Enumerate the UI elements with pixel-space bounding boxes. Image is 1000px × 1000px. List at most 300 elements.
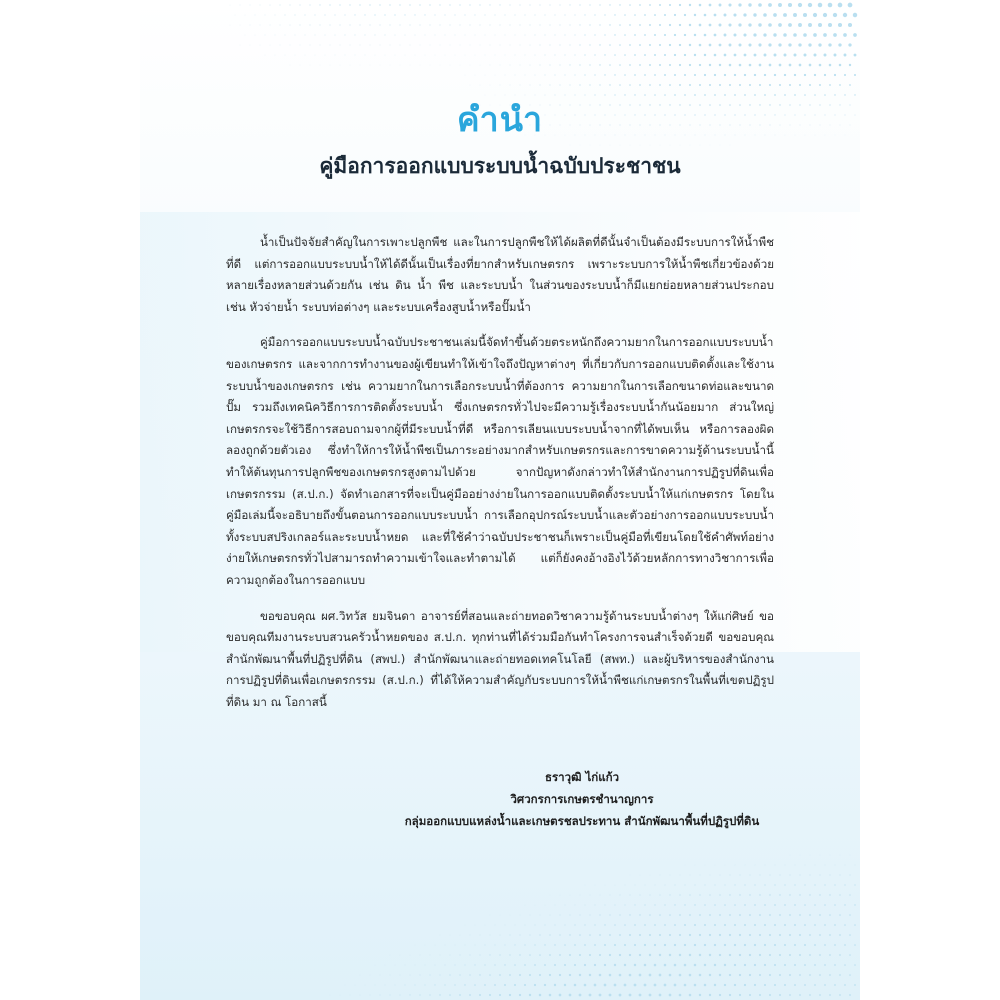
halftone-dot (480, 45, 481, 46)
halftone-dot (685, 865, 686, 866)
halftone-dot (769, 994, 771, 996)
halftone-dot (579, 954, 581, 956)
halftone-dot (464, 14, 465, 15)
halftone-dot (549, 974, 551, 976)
halftone-dot (270, 45, 271, 46)
halftone-dot (510, 915, 511, 916)
halftone-dot (429, 4, 430, 5)
halftone-dot (370, 995, 371, 996)
halftone-dot (594, 984, 597, 987)
halftone-dot (340, 995, 341, 996)
halftone-dot (819, 994, 821, 996)
halftone-dot (604, 74, 605, 75)
halftone-dot (494, 964, 495, 965)
halftone-dot (725, 865, 726, 866)
halftone-dot (529, 4, 530, 5)
halftone-pattern-bottom (140, 830, 860, 1000)
halftone-dot (495, 15, 496, 16)
halftone-dot (574, 924, 575, 925)
halftone-dot (669, 894, 670, 895)
halftone-dot (818, 23, 822, 27)
halftone-dot (559, 994, 562, 997)
halftone-dot (764, 904, 766, 906)
halftone-dot (829, 64, 832, 67)
halftone-dot (674, 944, 676, 946)
halftone-dot (824, 964, 826, 966)
halftone-dot (634, 924, 636, 926)
halftone-dot (574, 74, 575, 75)
halftone-dot (440, 65, 441, 66)
halftone-dot (699, 914, 701, 916)
halftone-dot (744, 924, 746, 926)
halftone-dot (554, 984, 556, 986)
halftone-dot (385, 55, 386, 56)
halftone-dot (459, 4, 460, 5)
halftone-dot (669, 994, 672, 997)
halftone-dot (634, 984, 637, 987)
halftone-dot (730, 875, 731, 876)
halftone-dot (439, 994, 440, 995)
halftone-dot (654, 984, 657, 987)
halftone-dot (519, 4, 520, 5)
halftone-dot (299, 4, 300, 5)
halftone-dot (813, 33, 817, 37)
halftone-dot (599, 84, 600, 85)
halftone-dot (779, 914, 781, 916)
halftone-dot (729, 894, 730, 895)
halftone-dot (729, 914, 731, 916)
halftone-dot (823, 13, 827, 17)
halftone-dot (699, 934, 701, 936)
halftone-dot (634, 74, 636, 76)
halftone-dot (479, 954, 480, 955)
halftone-dot (399, 4, 400, 5)
halftone-dot (425, 945, 426, 946)
halftone-dot (554, 14, 555, 15)
halftone-dot (634, 964, 636, 966)
halftone-dot (778, 23, 782, 27)
halftone-dot (510, 85, 511, 86)
halftone-dot (639, 954, 641, 956)
halftone-dot (664, 74, 666, 76)
halftone-dot (784, 904, 786, 906)
halftone-dot (320, 25, 321, 26)
halftone-dot (455, 965, 456, 966)
halftone-dot (664, 964, 667, 967)
halftone-dot (779, 894, 780, 895)
halftone-dot (489, 4, 490, 5)
halftone-dot (524, 984, 526, 986)
halftone-dot (230, 25, 231, 26)
halftone-dot (843, 13, 847, 17)
halftone-dot (714, 904, 716, 906)
halftone-dot (834, 884, 835, 885)
halftone-dot (510, 65, 511, 66)
halftone-dot (768, 43, 771, 46)
halftone-dot (499, 974, 501, 976)
halftone-dot (340, 25, 341, 26)
halftone-dot (609, 44, 611, 46)
halftone-dot (844, 944, 846, 946)
halftone-dot (609, 974, 612, 977)
halftone-dot (599, 914, 600, 915)
halftone-dot (555, 55, 556, 56)
halftone-dot (704, 14, 707, 17)
halftone-dot (495, 55, 496, 56)
halftone-dot (729, 44, 732, 47)
halftone-dot (714, 944, 716, 946)
halftone-dot (610, 895, 611, 896)
halftone-dot (405, 985, 406, 986)
halftone-dot (719, 84, 721, 86)
halftone-dot (515, 15, 516, 16)
halftone-dot (614, 964, 616, 966)
halftone-dot (549, 4, 550, 5)
halftone-dot (564, 944, 566, 946)
halftone-dot (534, 944, 535, 945)
halftone-dot (699, 4, 702, 7)
halftone-dot (834, 74, 836, 76)
halftone-dot (265, 55, 266, 56)
halftone-dot (769, 894, 770, 895)
halftone-dot (504, 964, 505, 965)
halftone-dot (569, 4, 570, 5)
halftone-dot (773, 33, 776, 36)
halftone-dot (664, 924, 666, 926)
halftone-dot (679, 974, 682, 977)
halftone-dot (819, 64, 822, 67)
halftone-dot (709, 974, 711, 976)
halftone-dot (854, 984, 856, 986)
halftone-dot (629, 974, 632, 977)
halftone-dot (549, 994, 552, 997)
halftone-dot (550, 895, 551, 896)
halftone-dot (524, 964, 526, 966)
halftone-dot (470, 85, 471, 86)
halftone-dot (735, 865, 736, 866)
halftone-dot (549, 954, 551, 956)
halftone-dot (275, 35, 276, 36)
halftone-dot (819, 874, 820, 875)
halftone-dot (754, 74, 756, 76)
halftone-dot (699, 44, 702, 47)
halftone-dot (624, 984, 627, 987)
halftone-dot (589, 914, 590, 915)
halftone-dot (649, 44, 651, 46)
halftone-dot (789, 84, 791, 86)
halftone-dot (694, 54, 696, 56)
halftone-dot (545, 55, 546, 56)
paragraph-2: คู่มือการออกแบบระบบน้ำฉบับประชาชนเล่มนี้จัดทำขึ้นด้วยตระหนักถึงความยากในการออกแบบระบบน้ำของเกษตรกร และจากการทำงานของผู้เขียนทำให้เข้าใจถึงปัญหาต่างๆ ที่เกี่ยวกับการออกแบบติดตั้งและใช้งานระบบน้ำของเกษตรกร เช่น ความยากในการเลือกระบบน้ำที่ต้องการ ความยากในการเลือกขนาดท่อและขนาดปั๊ม รวมถึงเทคนิควิธีการการติดตั้งระบบน้ำ ซึ่งเกษตรกรทั่วไปจะมีความรู้เรื่องระบบน้ำกันน้อยมาก ส่วนใหญ่เกษตรกรจะใช้วิธีการสอบถามจากผู้ที่มีระบบน้ำที่ดี หรือการเลียนแบบระบบน้ำจากที่ได้พบเห็น หรือการลองผิดลองถูกด้วยตัวเอง ซึ่งทำให้การให้น้ำพืชเป็นภาระอย่างมากสำหรับเกษตรกรและการขาดความรู้ด้านระบบน้ำนี้ทำให้ต้นทุนการปลูกพืชของเกษตรกรสูงตามไปด้วย จากปัญหาดังกล่าวทำให้สำนักงานการปฏิรูปที่ดินเพื่อเกษตรกรรม (ส.ป.ก.) จัดทำเอกสารที่จะเป็นคู่มืออย่างง่ายในการออกแบบติดตั้งระบบน้ำให้แก่เกษตรกร โดยในคู่มือเล่มนี้จะอธิบายถึงขั้นตอนการออกแบบระบบน้ำ การเลือกอุปกรณ์ระบบน้ำและตัวอย่างการออกแบบระบบน้ำทั้งระบบสปริงเกลอร์และระบบน้ำหยด และที่ใช้คำว่าฉบับประชาชนก็เพราะเป็นคู่มือที่เขียนโดยใช้คำศัพท์อย่างง่ายให้เกษตรกรทั่วไปสามารถทำความเข้าใจและทำตามได้ แต่ก็ยังคงอ้างอิงไว้ด้วยหลักการทางวิชาการเพื่อความถูกต้องในการออกแบบ (226, 335, 774, 587)
halftone-dot (539, 934, 540, 935)
halftone-dot (439, 4, 440, 5)
halftone-dot (779, 954, 781, 956)
halftone-dot (699, 24, 702, 27)
halftone-dot (490, 65, 491, 66)
halftone-dot (824, 984, 826, 986)
halftone-dot (489, 994, 491, 996)
halftone-dot (704, 54, 706, 56)
halftone-dot (779, 934, 781, 936)
halftone-dot (315, 55, 316, 56)
halftone-dot (819, 894, 820, 895)
halftone-dot (375, 965, 376, 966)
halftone-dot (854, 74, 856, 76)
page-title: คำนำ (456, 100, 544, 140)
halftone-dot (684, 74, 686, 76)
halftone-dot (554, 964, 556, 966)
halftone-dot (490, 25, 491, 26)
halftone-dot (585, 905, 586, 906)
halftone-dot (535, 55, 536, 56)
halftone-dot (804, 904, 806, 906)
halftone-dot (734, 904, 736, 906)
halftone-dot (844, 884, 845, 885)
halftone-dot (794, 904, 796, 906)
halftone-dot (600, 895, 601, 896)
halftone-dot (728, 3, 731, 6)
halftone-dot (804, 924, 806, 926)
halftone-dot (849, 954, 851, 956)
halftone-dot (729, 954, 731, 956)
halftone-dot (375, 985, 376, 986)
halftone-dot (515, 35, 516, 36)
halftone-dot (550, 25, 551, 26)
halftone-dot (574, 14, 575, 15)
halftone-dot (570, 895, 571, 896)
halftone-dot (664, 984, 667, 987)
halftone-dot (589, 24, 590, 25)
halftone-dot (584, 984, 587, 987)
halftone-dot (525, 925, 526, 926)
halftone-dot (664, 54, 666, 56)
halftone-dot (619, 84, 621, 86)
halftone-dot (774, 74, 776, 76)
halftone-dot (709, 44, 712, 47)
halftone-dot (519, 994, 521, 996)
halftone-dot (475, 35, 476, 36)
halftone-dot (400, 25, 401, 26)
halftone-dot (764, 54, 767, 57)
halftone-dot (450, 25, 451, 26)
halftone-dot (729, 64, 732, 67)
halftone-dot (829, 84, 831, 86)
halftone-dot (460, 65, 461, 66)
halftone-dot (365, 35, 366, 36)
halftone-dot (695, 885, 696, 886)
halftone-dot (809, 994, 811, 996)
halftone-dot (479, 994, 481, 996)
halftone-dot (744, 884, 745, 885)
halftone-dot (260, 25, 261, 26)
halftone-dot (799, 84, 801, 86)
halftone-dot (659, 954, 661, 956)
halftone-dot (505, 55, 506, 56)
halftone-dot (245, 35, 246, 36)
halftone-dot (649, 994, 652, 997)
halftone-dot (644, 964, 647, 967)
halftone-dot (389, 24, 390, 25)
halftone-dot (839, 874, 840, 875)
halftone-dot (734, 74, 736, 76)
halftone-dot (325, 35, 326, 36)
signer-name: ธราวุฒิ ไก่แก้ว (544, 770, 620, 784)
halftone-dot (629, 934, 631, 936)
halftone-dot (604, 54, 605, 55)
halftone-dot (520, 45, 521, 46)
halftone-dot (748, 3, 751, 6)
halftone-dot (644, 904, 645, 905)
halftone-dot (480, 85, 481, 86)
halftone-dot (844, 904, 845, 905)
halftone-dot (450, 955, 451, 956)
halftone-dot (719, 954, 721, 956)
halftone-dot (773, 13, 777, 17)
halftone-dot (669, 954, 671, 956)
halftone-dot (410, 45, 411, 46)
halftone-dot (554, 944, 555, 945)
halftone-dot (594, 944, 596, 946)
halftone-dot (814, 884, 815, 885)
halftone-dot (495, 945, 496, 946)
halftone-dot (774, 984, 776, 986)
halftone-dot (480, 25, 481, 26)
halftone-dot (410, 975, 411, 976)
halftone-dot (848, 3, 853, 8)
halftone-dot (515, 55, 516, 56)
halftone-dot (689, 974, 692, 977)
halftone-dot (619, 44, 621, 46)
halftone-dot (530, 65, 531, 66)
halftone-dot (564, 14, 565, 15)
halftone-dot (470, 955, 471, 956)
halftone-dot (828, 23, 832, 27)
halftone-dot (604, 944, 606, 946)
halftone-dot (505, 15, 506, 16)
halftone-dot (744, 984, 746, 986)
halftone-dot (669, 24, 671, 26)
halftone-dot (340, 45, 341, 46)
halftone-dot (300, 65, 301, 66)
halftone-dot (799, 64, 802, 67)
halftone-dot (784, 984, 786, 986)
halftone-dot (520, 85, 521, 86)
halftone-dot (365, 985, 366, 986)
halftone-dot (654, 904, 655, 905)
halftone-dot (275, 15, 276, 16)
halftone-dot (545, 905, 546, 906)
halftone-dot (619, 24, 621, 26)
halftone-dot (748, 23, 751, 26)
halftone-dot (814, 924, 816, 926)
halftone-dot (360, 45, 361, 46)
halftone-dot (619, 4, 620, 5)
halftone-dot (390, 65, 391, 66)
halftone-dot (435, 945, 436, 946)
halftone-dot (350, 995, 351, 996)
halftone-dot (659, 84, 661, 86)
halftone-dot (525, 35, 526, 36)
halftone-dot (430, 975, 431, 976)
halftone-dot (794, 944, 796, 946)
halftone-dot (824, 74, 826, 76)
halftone-dot (389, 4, 390, 5)
halftone-dot (749, 974, 751, 976)
halftone-dot (689, 894, 690, 895)
halftone-dot (808, 23, 812, 27)
halftone-dot (474, 984, 476, 986)
halftone-dot (499, 954, 500, 955)
halftone-dot (733, 33, 736, 36)
halftone-dot (545, 75, 546, 76)
halftone-dot (774, 924, 776, 926)
halftone-dot (838, 43, 841, 46)
halftone-dot (320, 45, 321, 46)
halftone-dot (430, 25, 431, 26)
halftone-dot (674, 904, 675, 905)
halftone-dot (684, 34, 686, 36)
halftone-dot (504, 984, 506, 986)
halftone-dot (804, 964, 806, 966)
halftone-dot (829, 954, 831, 956)
halftone-dot (305, 35, 306, 36)
halftone-dot (785, 865, 786, 866)
halftone-dot (555, 75, 556, 76)
paragraph-3: ขอขอบคุณ ผศ.วิทวัส ยมจินดา อาจารย์ที่สอนและถ่ายทอดวิชาความรู้ด้านระบบน้ำต่างๆ ให้แก่ศิษย์ ขอขอบคุณทีมงานระบบสวนครัวน้ำหยดของ ส.ป.ก. ทุกท่านที่ได้ร่วมมือกันทำโครงการจนสำเร็จด้วยดี ขอขอบคุณสำนักพัฒนาพื้นที่ปฏิรูปที่ดิน (สพป.) สำนักพัฒนาและถ่ายทอดเทคโนโลยี (สพท.) และผู้บริหารของสำนักงานการปฏิรูปที่ดินเพื่อเกษตรกรรม (ส.ป.ก.) ที่ได้ให้ความสำคัญกับระบบการให้น้ำพืชแก่เกษตรกรในพื้นที่เขตปฏิรูปที่ดิน มา ณ โอกาสนี้ (226, 608, 774, 709)
halftone-dot (620, 895, 621, 896)
halftone-dot (709, 64, 711, 66)
halftone-dot (325, 55, 326, 56)
halftone-dot (823, 33, 827, 37)
halftone-dot (794, 54, 797, 57)
halftone-dot (339, 4, 340, 5)
halftone-dot (754, 54, 757, 57)
halftone-dot (783, 13, 787, 17)
halftone-dot (824, 54, 827, 57)
halftone-dot (793, 13, 797, 17)
halftone-dot (809, 914, 811, 916)
halftone-dot (679, 44, 681, 46)
halftone-dot (679, 84, 681, 86)
halftone-dot (699, 84, 701, 86)
halftone-dot (844, 924, 846, 926)
halftone-dot (330, 45, 331, 46)
halftone-dot (624, 924, 626, 926)
halftone-dot (530, 25, 531, 26)
halftone-dot (555, 905, 556, 906)
halftone-dot (489, 954, 490, 955)
halftone-dot (829, 994, 831, 996)
halftone-dot (454, 984, 455, 985)
halftone-dot (525, 905, 526, 906)
halftone-dot (644, 924, 646, 926)
halftone-dot (649, 934, 651, 936)
halftone-dot (759, 974, 761, 976)
halftone-dot (579, 24, 580, 25)
halftone-dot (300, 45, 301, 46)
halftone-dot (439, 974, 440, 975)
halftone-dot (599, 994, 602, 997)
halftone-dot (349, 24, 350, 25)
halftone-dot (515, 75, 516, 76)
halftone-dot (579, 994, 582, 997)
halftone-dot (529, 974, 531, 976)
halftone-dot (624, 54, 626, 56)
preface-body (226, 232, 774, 727)
halftone-dot (769, 64, 772, 67)
halftone-dot (485, 55, 486, 56)
halftone-dot (789, 64, 792, 67)
